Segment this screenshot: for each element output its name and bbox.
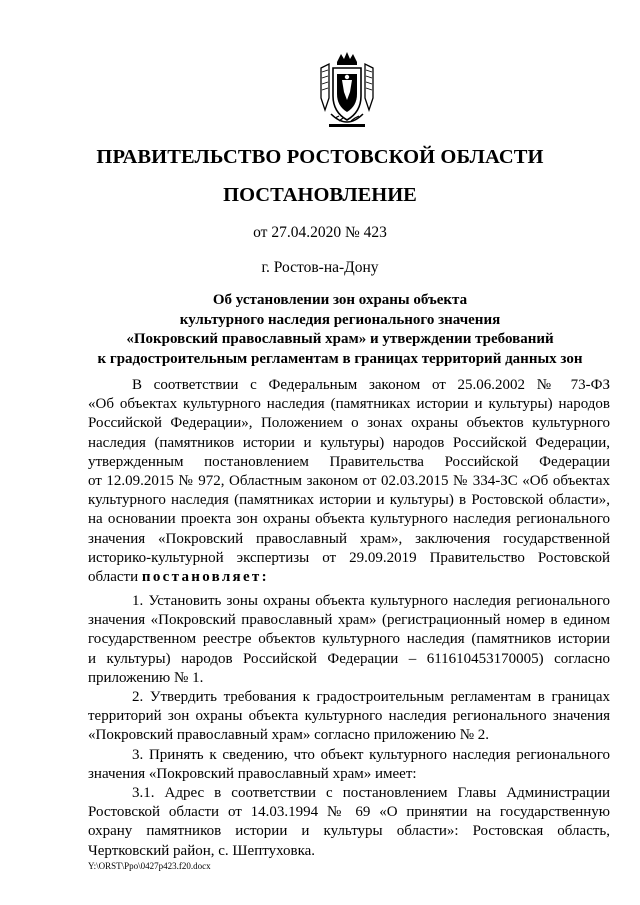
text-line [88,568,610,587]
text-line: государственном реестре объектов культурного наследия (памятников истории [88,631,610,648]
organization-name: ПРАВИТЕЛЬСТВО РОСТОВСКОЙ ОБЛАСТИ [96,146,544,168]
title-line: культурного наследия регионального значения [179,311,501,328]
text-line: 3.1. Адрес в соответствии с постановлением Главы Администрации [132,785,610,801]
text-line: Чертковский район, с. Шептуховка. [88,842,316,859]
text-line: «Об объектах культурного наследия (памятниках истории и культуры) народов [88,396,610,413]
title-line: Об установлении зон охраны объекта [212,292,468,308]
text-line: значения «Покровский православный храм» имеет: [88,766,417,783]
text-line: от 12.09.2015 № 972, Областным законом от 02.03.2015 № 334-ЗС «Об объектах [88,473,610,490]
document-date-number: от 27.04.2020 № 423 [253,224,387,241]
preamble-end: области [88,569,139,586]
item-2-paragraph [88,688,610,746]
text-line: и культуры) народов Российской Федерации – 611610453170005) согласно [88,650,610,667]
text-line: 2. Утвердить требования к градостроительным регламентам в границах [132,689,610,705]
title-line: к градостроительным регламентам в границах территорий данных зон [97,350,583,367]
text-line: наследия (памятников истории и культуры) народов Российской Федерации, [88,434,610,451]
document-city: г. Ростов-на-Дону [261,259,379,276]
title-line: «Покровский православный храм» и утверждении требований [126,331,554,347]
text-line: В соответствии с Федеральным законом от 25.06.2002 № 73-ФЗ [132,377,610,393]
text-line: утвержденным постановлением Правительства Российской Федерации [88,453,610,470]
text-line: культурного наследия (памятниках истории и культуры) в Ростовской области», [88,492,610,509]
document-type: ПОСТАНОВЛЕНИЕ [223,184,417,206]
preamble-paragraph [88,376,610,587]
text-line: значения «Покровский православный храм» (регистрационный номер в едином [88,612,610,629]
text-line: Российской Федерации», Положением о зонах охраны объектов культурного [88,415,610,432]
document-title [60,291,620,369]
item-3-paragraph [88,746,610,784]
item-3-1-paragraph [88,784,610,861]
resolves-word: постановляет: [141,569,269,586]
text-line: приложению № 1. [88,669,204,686]
text-line: значения «Покровский православный храм», заключения государственной [88,530,610,547]
text-line: Ростовской области от 14.03.1994 № 69 «О принятии на государственную [88,804,610,821]
text-line: 3. Принять к сведению, что объект культурного наследия регионального [132,747,610,763]
text-line: историко-культурной экспертизы от 29.09.2019 Правительство Ростовской [88,549,610,566]
coat-of-arms-icon [315,50,379,132]
file-path-footer: Y:\ORST\Ppo\0427p423.f20.docx [88,861,211,871]
text-line: «Покровский православный храм» согласно приложению № 2. [88,727,490,744]
item-1-paragraph [88,592,610,688]
text-line: на основании проекта зон охраны объекта культурного наследия регионального [88,511,610,528]
text-line: территорий зон охраны объекта культурного наследия регионального значения [88,708,610,725]
text-line: 1. Установить зоны охраны объекта культурного наследия регионального [132,593,610,609]
text-line: охрану памятников истории и культуры области»: Ростовская область, [88,823,610,840]
